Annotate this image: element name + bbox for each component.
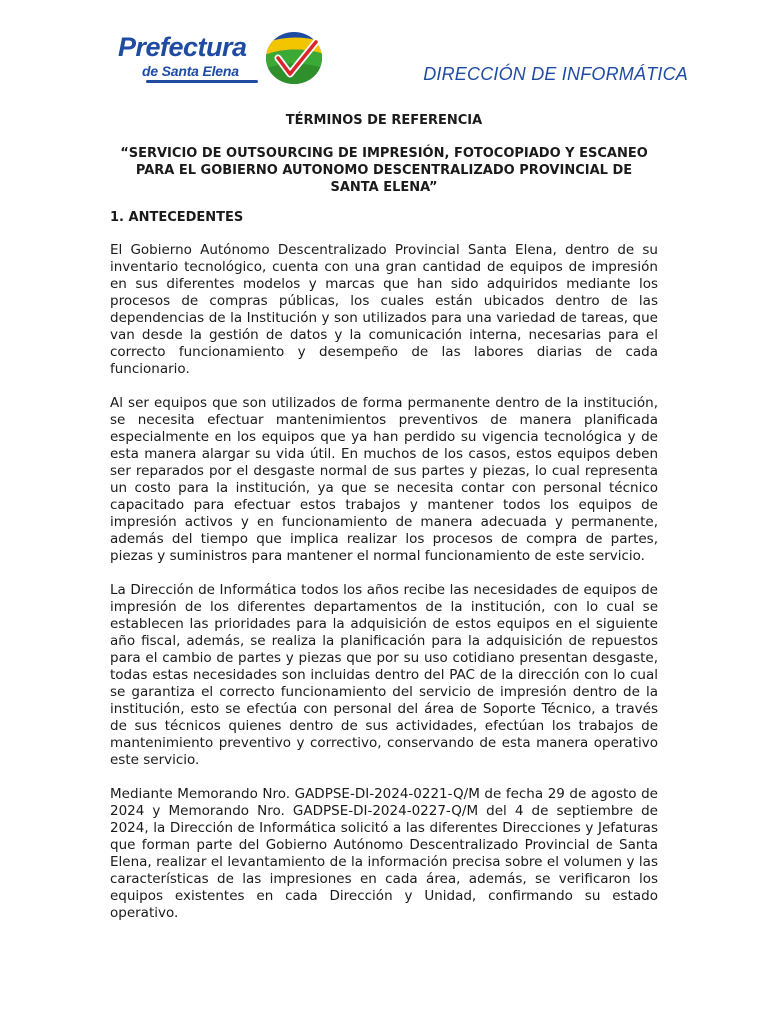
paragraph: Mediante Memorando Nro. GADPSE-DI-2024-0221-Q/M de fecha 29 de agosto de 2024 y Memorando Nro. GADPSE-DI-2024-0227-Q/M del 4 de septiembre de 2024, la Dirección de Informática solicitó a las diferentes Direcciones y Jefaturas que forman parte del Gobierno Autónomo Descentralizado Provincial de Santa Elena, realizar el levantamiento de la información precisa sobre el volumen y las características de las impresiones en cada área, además, se verificaron los equipos existentes en cada Dirección y Unidad, confirmando su estado operativo. [110,786,658,921]
section-heading-antecedentes: 1. ANTECEDENTES [110,210,244,225]
logo-line-2: de Santa Elena [142,63,239,79]
document-title: TÉRMINOS DE REFERENCIA [285,113,483,128]
logo-line-1: Prefectura [118,32,247,62]
body-text [110,242,658,939]
prefectura-logo [118,30,328,88]
paragraph: La Dirección de Informática todos los años recibe las necesidades de equipos de impresión de los diferentes departamentos de la institución, con lo cual se establecen las prioridades para la adquisición de estos equipos en el siguiente año fiscal, además, se realiza la planificación para la adquisición de repuestos para el cambio de partes y piezas que por su uso cotidiano presentan desgaste, todas estas necesidades son incluidas dentro del PAC de la dirección con lo cual se garantiza el correcto funcionamiento del servicio de impresión dentro de la institución, esto se efectúa con personal del área de Soporte Técnico, a través de sus técnicos quienes dentro de sus actividades, efectúan los trabajos de mantenimiento preventivo y correctivo, conservando de esta manera operativo este servicio. [110,582,658,768]
department-name: DIRECCIÓN DE INFORMÁTICA [423,64,688,84]
logo-emblem-icon [258,30,324,86]
paragraph: El Gobierno Autónomo Descentralizado Provincial Santa Elena, dentro de su inventario tecnológico, cuenta con una gran cantidad de equipos de impresión en sus diferentes modelos y marcas que han sido adquiridos mediante los procesos de compras públicas, los cuales están ubicados dentro de las dependencias de la Institución y son utilizados para una variedad de tareas, que van desde la gestión de datos y la comunicación interna, necesarias para el correcto funcionamiento y desempeño de las labores diarias de cada funcionario. [110,242,658,377]
document-subtitle: “SERVICIO DE OUTSOURCING DE IMPRESIÓN, FOTOCOPIADO Y ESCANEO PARA EL GOBIERNO AUTONOMO DESCENTRALIZADO PROVINCIAL DE SANTA ELENA” [120,146,648,195]
paragraph: Al ser equipos que son utilizados de forma permanente dentro de la institución, se necesita efectuar mantenimientos preventivos de manera planificada especialmente en los equipos que ya han perdido su vigencia tecnológica y de esta manera alargar su vida útil. En muchos de los casos, estos equipos deben ser reparados por el desgaste normal de sus partes y piezas, lo cual representa un costo para la institución, ya que se necesita contar con personal técnico capacitado para efectuar estos trabajos y mantener todos los equipos de impresión activos y en funcionamiento de manera adecuada y permanente, además del tiempo que implica realizar los procesos de compra de partes, piezas y suministros para mantener el normal funcionamiento de este servicio. [110,395,658,564]
logo-underline [146,80,258,83]
